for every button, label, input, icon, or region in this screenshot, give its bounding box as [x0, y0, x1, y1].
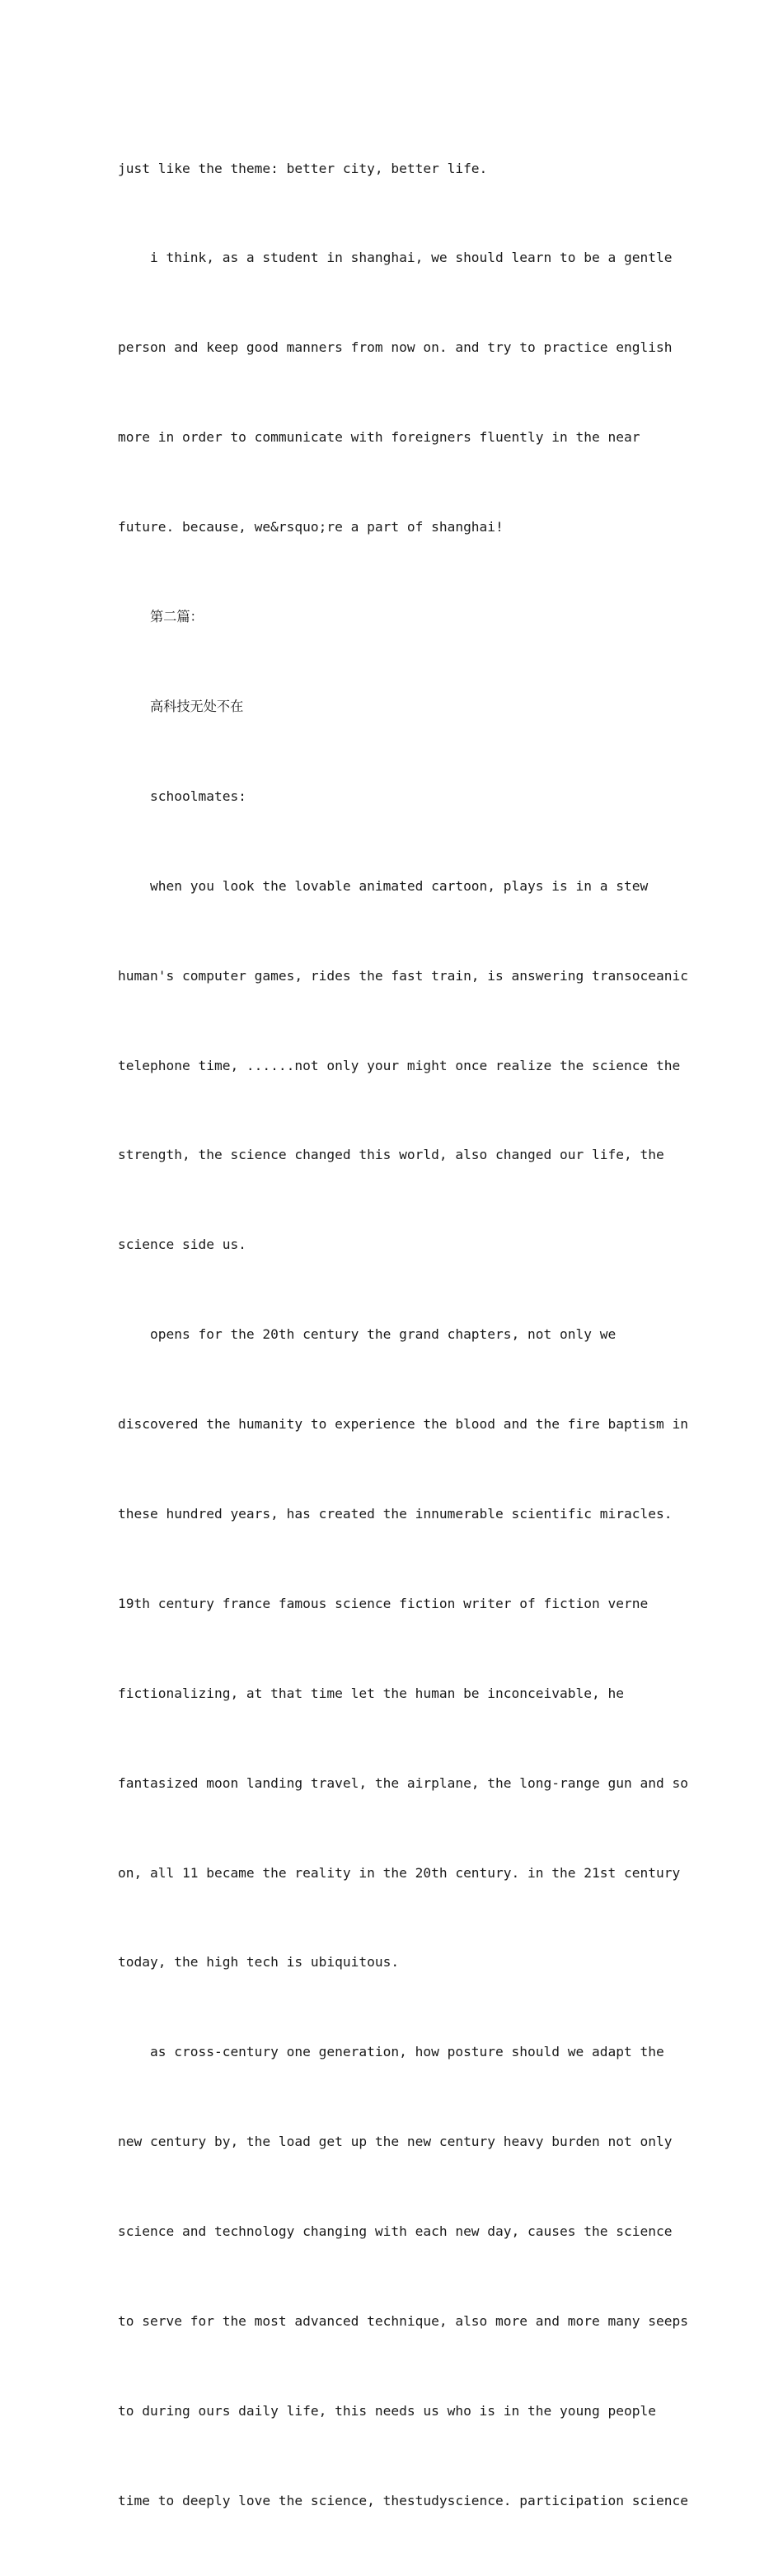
text-line: when you look the lovable animated cartoon, plays is in a stew	[118, 877, 649, 894]
salutation: schoolmates:	[118, 788, 246, 804]
text-line: to during ours daily life, this needs us who is in the young people	[118, 2402, 656, 2419]
text-line: telephone time, ......not only your might once realize the science the	[118, 1057, 681, 1073]
text-line: time to deeply love the science, thestudyscience. participation science	[118, 2492, 688, 2508]
text-line: 19th century france famous science fiction writer of fiction verne	[118, 1595, 649, 1611]
document-body	[118, 94, 688, 2576]
text-line: fantasized moon landing travel, the airplane, the long-range gun and so	[118, 1774, 688, 1791]
text-line: future. because, we&rsquo;re a part of shanghai!	[118, 519, 504, 535]
text-line: science and technology changing with each new day, causes the science	[118, 2223, 673, 2240]
text-line: on, all 11 became the reality in the 20th century. in the 21st century	[118, 1864, 681, 1881]
text-line: new century by, the load get up the new century heavy burden not only	[118, 2134, 673, 2150]
text-line: strength, the science changed this world, also changed our life, the	[118, 1147, 664, 1163]
text-line: i think, as a student in shanghai, we should learn to be a gentle	[118, 250, 673, 266]
text-line: fictionalizing, at that time let the human be inconceivable, he	[118, 1685, 624, 1701]
article-title: 高科技无处不在	[118, 698, 244, 714]
text-line: discovered the humanity to experience the blood and the fire baptism in	[118, 1416, 688, 1433]
text-line: as cross-century one generation, how posture should we adapt the	[118, 2044, 664, 2060]
text-line: to serve for the most advanced technique, also more and more many seeps	[118, 2312, 688, 2329]
section-heading: 第二篇：	[118, 609, 204, 625]
text-line: human's computer games, rides the fast train, is answering transoceanic	[118, 967, 688, 984]
text-line: person and keep good manners from now on. and try to practice english	[118, 339, 673, 356]
text-line: science side us.	[118, 1237, 246, 1253]
text-line: more in order to communicate with foreigners fluently in the near	[118, 429, 640, 446]
text-line: today, the high tech is ubiquitous.	[118, 1954, 400, 1971]
text-line: just like the theme: better city, better life.	[118, 160, 488, 176]
text-line: opens for the 20th century the grand chapters, not only we	[118, 1326, 617, 1343]
text-line: these hundred years, has created the innumerable scientific miracles.	[118, 1505, 673, 1522]
